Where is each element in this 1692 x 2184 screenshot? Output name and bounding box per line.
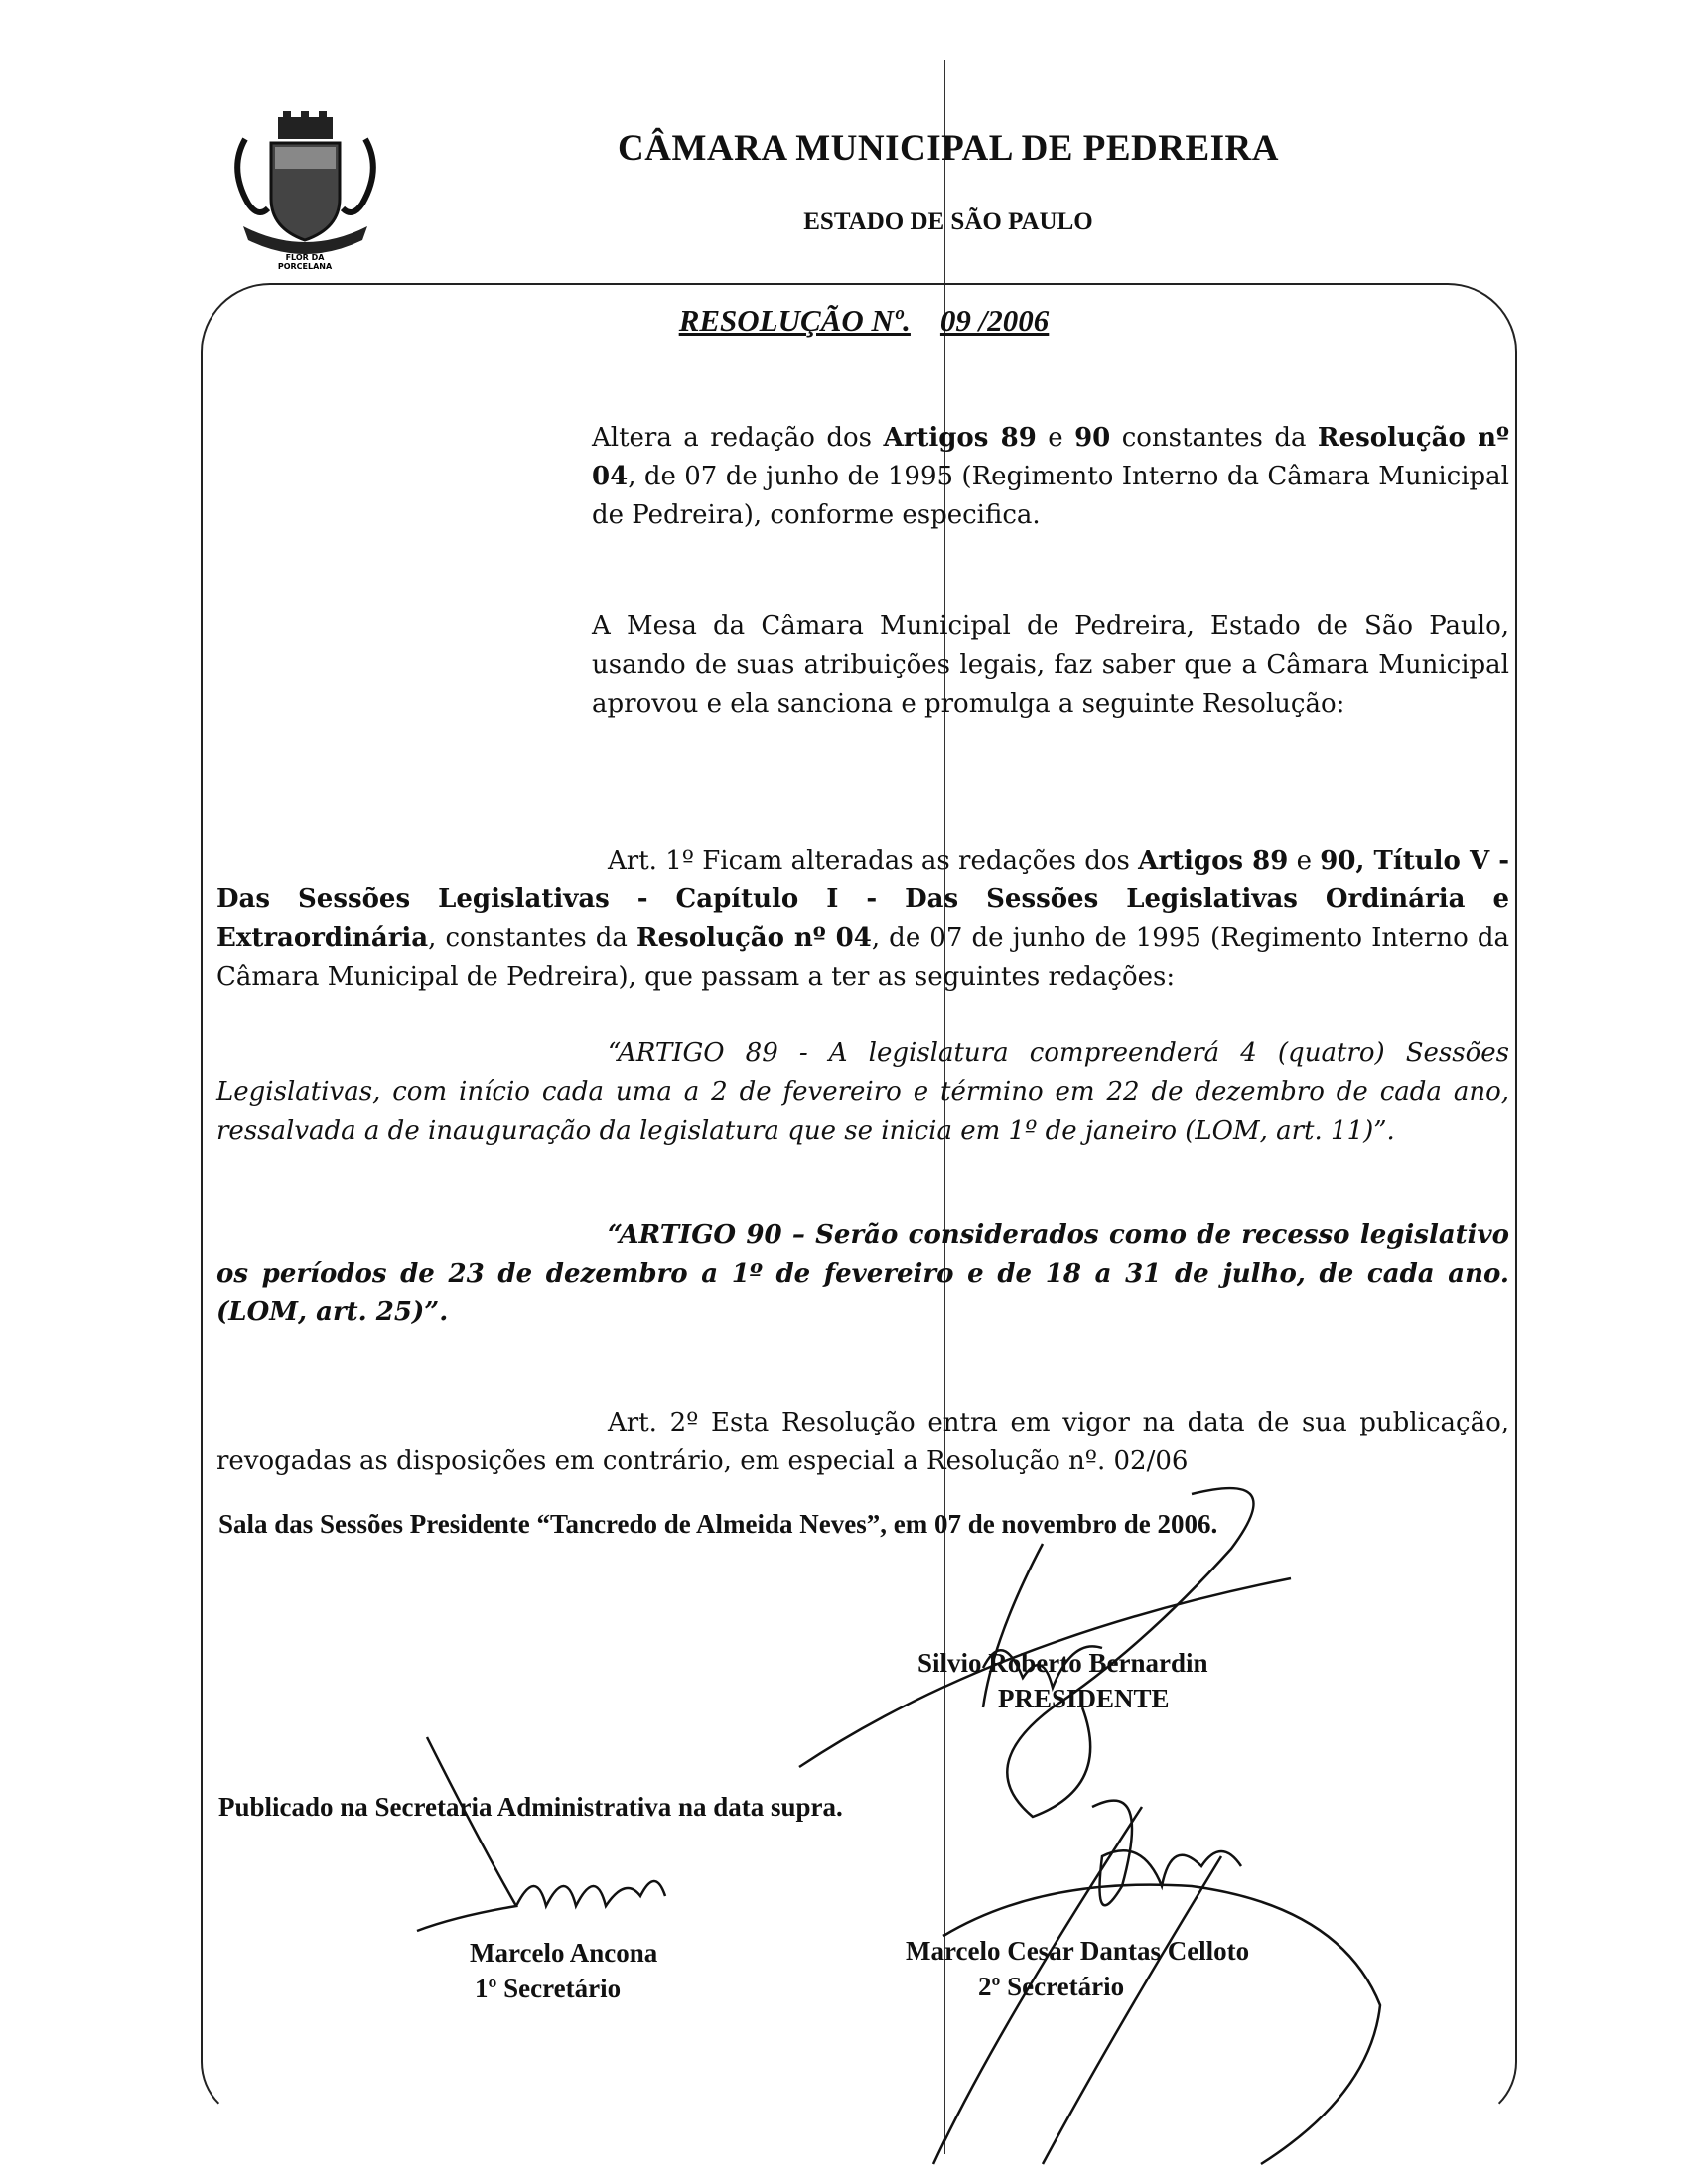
text: Artigos 89: [1138, 846, 1289, 876]
text: Altera a redação dos: [592, 423, 884, 453]
svg-text:FLOR DA: FLOR DA: [285, 253, 325, 262]
preamble-paragraph: A Mesa da Câmara Municipal de Pedreira, Estado de São Paulo, usando de suas atribuições legais, faz saber que a Câmara Municipal aprovou e ela sanciona e promulga a seguinte Resolução:: [592, 612, 1509, 719]
text: Resolução nº 04: [636, 923, 872, 953]
president-name: Silvio Roberto Bernardin: [917, 1648, 1208, 1678]
text: e: [1288, 846, 1321, 876]
state-subtitle: ESTADO DE SÃO PAULO: [803, 208, 1093, 235]
secretary-1-name: Marcelo Ancona: [470, 1938, 658, 1968]
text: Resolução nº 04: [592, 423, 1509, 491]
resolution-number: 09 /2006: [939, 303, 1050, 338]
text: , de 07 de junho de 1995 (Regimento Interno da Câmara Municipal de Pedreira), conforme especifica.: [592, 462, 1509, 530]
text: constantes da: [1110, 423, 1318, 453]
secretary-1-title: 1º Secretário: [475, 1974, 622, 2003]
artigo-89: [216, 1034, 1509, 1151]
text: Artigos 89: [883, 423, 1037, 453]
text: 90: [1074, 423, 1111, 453]
summary-paragraph: [592, 419, 1509, 535]
closing-line: Sala das Sessões Presidente “Tancredo de Almeida Neves”, em 07 de novembro de 2006.: [218, 1509, 1218, 1539]
text: , constantes da: [428, 923, 637, 953]
president-title: PRESIDENTE: [998, 1684, 1170, 1713]
published-note: Publicado na Secretaria Administrativa na data supra.: [218, 1792, 843, 1822]
text: Art. 1º Ficam alteradas as redações dos: [608, 846, 1139, 876]
resolution-heading: [556, 303, 1172, 339]
resolution-label: RESOLUÇÃO Nº.: [678, 303, 911, 338]
article-1: [216, 842, 1509, 997]
text: 90, Título V - Das Sessões Legislativas - Capítulo I - Das Sessões Legislativas Ordinária e Extraordinária: [216, 846, 1509, 953]
institution-title: CÂMARA MUNICIPAL DE PEDREIRA: [618, 128, 1279, 169]
secretary-2-name: Marcelo Cesar Dantas Celloto: [906, 1936, 1250, 1966]
secretary-2-title: 2º Secretário: [978, 1972, 1125, 2001]
artigo-90: “ARTIGO 90 – Serão considerados como de recesso legislativo os períodos de 23 de dezembro a 1º de fevereiro e de 18 a 31 de julho, de cada ano. (LOM, art. 25)”.: [216, 1220, 1509, 1327]
article-2: Art. 2º Esta Resolução entra em vigor na data de sua publicação, revogadas as disposições em contrário, em especial a Resolução nº. 02/06: [216, 1408, 1509, 1476]
document-frame: [201, 283, 1517, 2121]
text: “ARTIGO 89 -: [608, 1038, 829, 1068]
svg-text:PORCELANA: PORCELANA: [277, 262, 333, 271]
text: e: [1036, 423, 1075, 453]
text: , de 07 de junho de 1995 (Regimento Interno da Câmara Municipal de Pedreira), que passam a ter as seguintes redações:: [216, 923, 1509, 992]
text: A legislatura compreenderá 4 (quatro) Sessões Legislativas, com início cada uma a 2 de fevereiro e término em 22 de dezembro de cada ano, ressalvada a de inauguração da legislatura que se inicia em 1º de janeiro (LOM, art. 11)”.: [216, 1038, 1510, 1146]
coat-of-arms-logo: [223, 109, 387, 273]
